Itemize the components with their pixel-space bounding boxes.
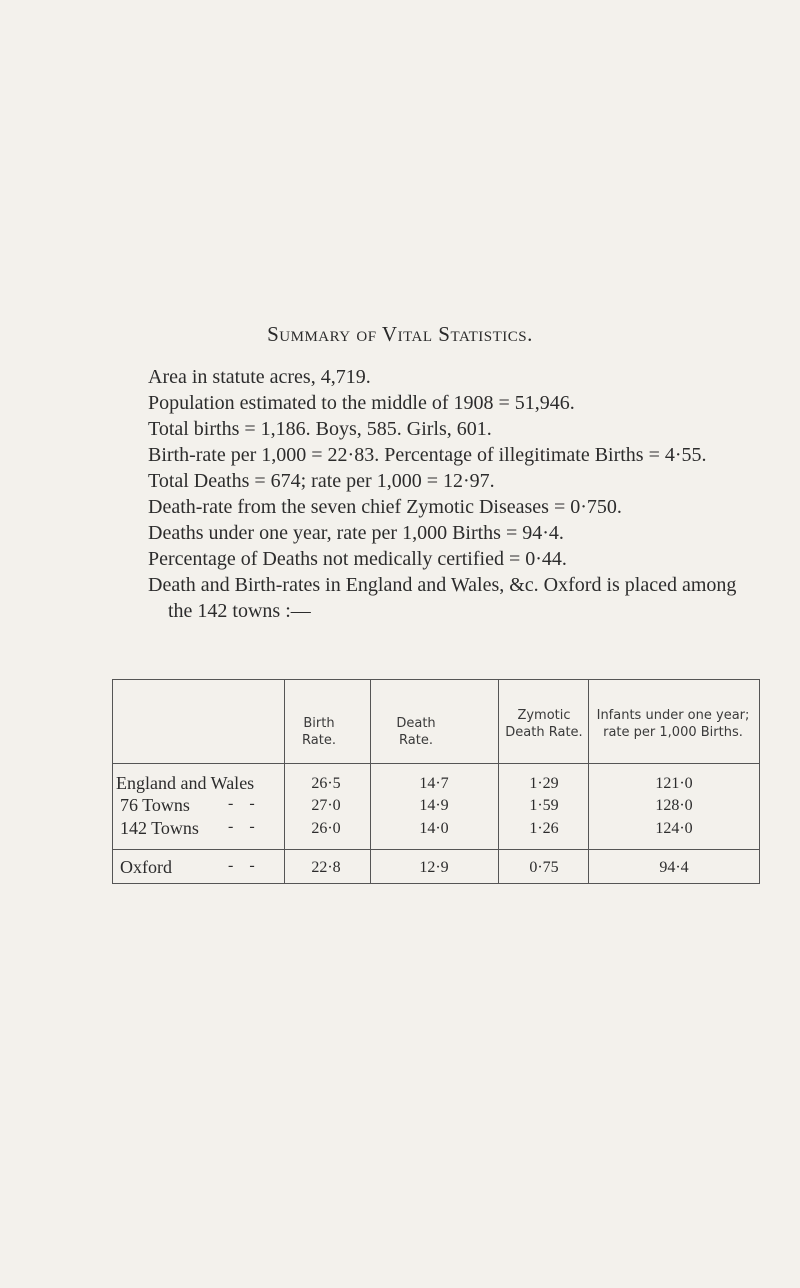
cell-oxford-death: 12·9 [419,859,449,876]
table-bottom-rule [112,883,760,884]
statistics-list [148,364,760,624]
row-label-england-wales: England and Wales [116,773,255,793]
row-label-oxford: Oxford [120,857,172,877]
cell-england-zymotic: 1·29 [529,775,559,792]
stat-infant-deaths: Deaths under one year, rate per 1,000 Births = 94·4. [148,522,564,544]
table-header-rule [112,763,760,764]
table-col-rule-2 [370,679,371,884]
header-infant-rate: Infants under one year; rate per 1,000 Births. [596,708,750,740]
row-label-76-towns: 76 Towns [120,795,190,815]
table-oxford-rule [112,849,760,850]
cell-76-death: 14·9 [419,797,449,814]
stat-total-deaths: Total Deaths = 674; rate per 1,000 = 12·97. [148,470,495,492]
stat-not-certified: Percentage of Deaths not medically certified = 0·44. [148,548,567,570]
cell-england-birth: 26·5 [311,775,341,792]
cell-oxford-infant: 94·4 [659,859,689,876]
page-title: Summary of Vital Statistics. [267,322,533,346]
cell-142-infant: 124·0 [655,820,693,837]
table-right-rule [759,679,760,884]
stat-zymotic-death-rate: Death-rate from the seven chief Zymotic Diseases = 0·750. [148,496,622,518]
cell-oxford-zymotic: 0·75 [529,859,559,876]
cell-76-zymotic: 1·59 [529,797,559,814]
row-leader-oxford: - - [228,857,255,874]
stat-area: Area in statute acres, 4,719. [148,366,371,388]
table-col-rule-3 [498,679,499,884]
table-top-rule [112,679,760,680]
table-col-rule-1 [284,679,285,884]
comparison-table [112,679,760,1089]
row-leader-142-towns: - - [228,818,255,835]
stat-birth-rate: Birth-rate per 1,000 = 22·83. Percentage of illegitimate Births = 4·55. [148,444,707,466]
row-leader-76-towns: - - [228,795,255,812]
cell-england-infant: 121·0 [655,775,693,792]
stat-comparison-intro: Death and Birth-rates in England and Wales, &c. Oxford is placed among the 142 towns :— [148,574,737,622]
cell-oxford-birth: 22·8 [311,859,341,876]
cell-142-birth: 26·0 [311,820,341,837]
cell-142-zymotic: 1·26 [529,820,559,837]
header-zymotic-death-rate: Zymotic Death Rate. [505,708,583,740]
cell-142-death: 14·0 [419,820,449,837]
header-birth-rate: Birth Rate. [302,716,336,748]
table-left-rule [112,679,113,884]
stat-population: Population estimated to the middle of 1908 = 51,946. [148,392,575,414]
header-death-rate: Death Rate. [396,716,436,748]
stat-total-births: Total births = 1,186. Boys, 585. Girls, 601. [148,418,492,440]
table-col-rule-4 [588,679,589,884]
cell-76-infant: 128·0 [655,797,693,814]
cell-england-death: 14·7 [419,775,449,792]
cell-76-birth: 27·0 [311,797,341,814]
row-label-142-towns: 142 Towns [120,818,199,838]
